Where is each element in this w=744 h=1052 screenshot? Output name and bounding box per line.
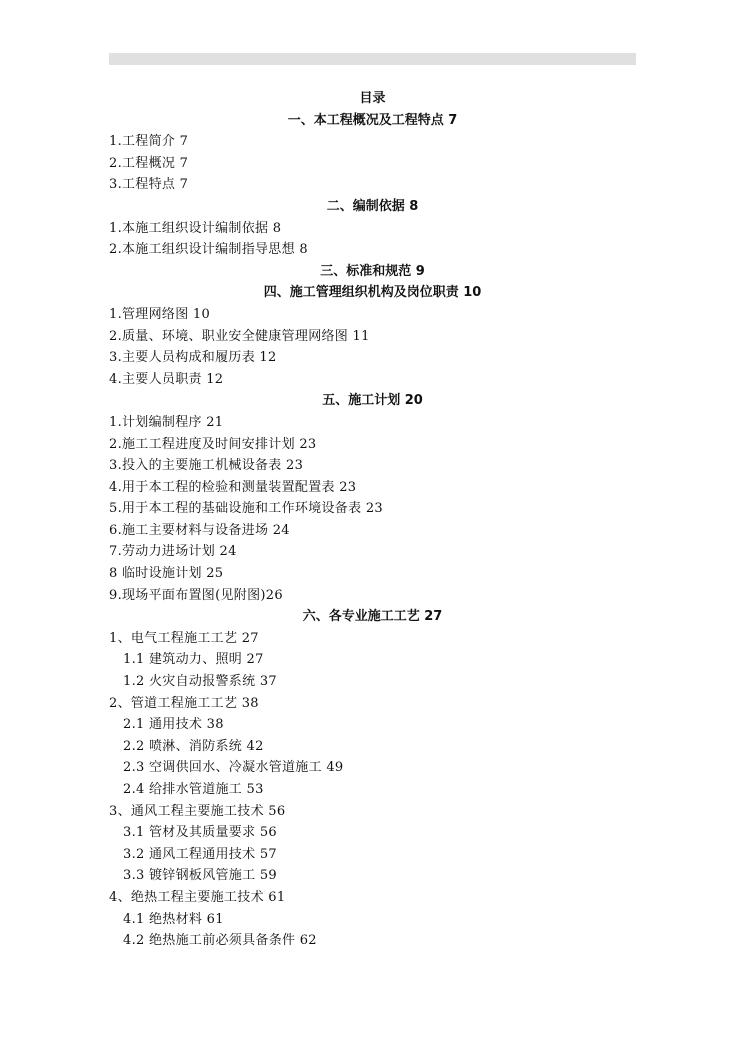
toc-item: 3.投入的主要施工机械设备表 23 bbox=[109, 458, 304, 474]
toc-item: 2.工程概况 7 bbox=[109, 155, 189, 171]
toc-item: 1.本施工组织设计编制依据 8 bbox=[109, 220, 282, 236]
toc-section-heading: 三、标准和规范 9 bbox=[320, 263, 425, 279]
toc-item: 3、通风工程主要施工技术 56 bbox=[109, 803, 286, 819]
toc-item: 9.现场平面布置图(见附图)26 bbox=[109, 587, 283, 603]
toc-subitem: 2.4 给排水管道施工 53 bbox=[123, 782, 264, 797]
toc-subitem: 3.1 管材及其质量要求 56 bbox=[123, 825, 277, 841]
toc-item: 3.工程特点 7 bbox=[109, 177, 189, 193]
toc-item: 2.施工工程进度及时间安排计划 23 bbox=[109, 436, 317, 452]
toc-item: 4.用于本工程的检验和测量装置配置表 23 bbox=[109, 479, 357, 495]
toc-item: 6.施工主要材料与设备进场 24 bbox=[109, 522, 290, 538]
toc-section-heading: 二、编制依据 8 bbox=[326, 198, 419, 214]
toc-subitem: 2.2 喷淋、消防系统 42 bbox=[123, 738, 264, 754]
toc-item: 1、电气工程施工工艺 27 bbox=[109, 630, 259, 646]
toc-item: 2、管道工程施工工艺 38 bbox=[109, 695, 259, 711]
toc-item: 4.主要人员职责 12 bbox=[109, 371, 224, 387]
toc-item: 3.主要人员构成和履历表 12 bbox=[109, 350, 277, 366]
toc-item: 1.计划编制程序 21 bbox=[109, 414, 224, 430]
page-header-bar bbox=[109, 53, 636, 65]
toc-item: 1.管理网络图 10 bbox=[109, 306, 211, 322]
toc-title: 目录 bbox=[359, 91, 386, 106]
toc-item: 1.工程简介 7 bbox=[109, 134, 189, 150]
toc-item: 2.质量、环境、职业安全健康管理网络图 11 bbox=[109, 328, 370, 344]
table-of-contents bbox=[109, 88, 636, 952]
toc-section-heading: 一、本工程概况及工程特点 7 bbox=[287, 112, 458, 128]
toc-subitem: 1.1 建筑动力、照明 27 bbox=[123, 652, 264, 668]
toc-item: 7.劳动力进场计划 24 bbox=[109, 544, 237, 560]
toc-entries bbox=[109, 110, 636, 952]
toc-item: 2.本施工组织设计编制指导思想 8 bbox=[109, 242, 308, 258]
toc-section-heading: 五、施工计划 20 bbox=[322, 393, 423, 409]
toc-subitem: 2.3 空调供回水、冷凝水管道施工 49 bbox=[123, 760, 344, 776]
toc-subitem: 4.2 绝热施工前必须具备条件 62 bbox=[123, 933, 317, 949]
toc-item: 5.用于本工程的基础设施和工作环境设备表 23 bbox=[109, 501, 383, 517]
toc-item: 8 临时设施计划 25 bbox=[109, 566, 224, 582]
toc-subitem: 4.1 绝热材料 61 bbox=[123, 911, 224, 927]
toc-subitem: 3.2 通风工程通用技术 57 bbox=[123, 846, 277, 862]
toc-section-heading: 四、施工管理组织机构及岗位职责 10 bbox=[263, 285, 482, 301]
toc-item: 4、绝热工程主要施工技术 61 bbox=[109, 889, 286, 905]
toc-subitem: 3.3 镀锌钢板风管施工 59 bbox=[123, 868, 277, 884]
toc-subitem: 2.1 通用技术 38 bbox=[123, 717, 224, 733]
toc-subitem: 1.2 火灾自动报警系统 37 bbox=[123, 674, 277, 690]
toc-section-heading: 六、各专业施工工艺 27 bbox=[302, 609, 443, 625]
